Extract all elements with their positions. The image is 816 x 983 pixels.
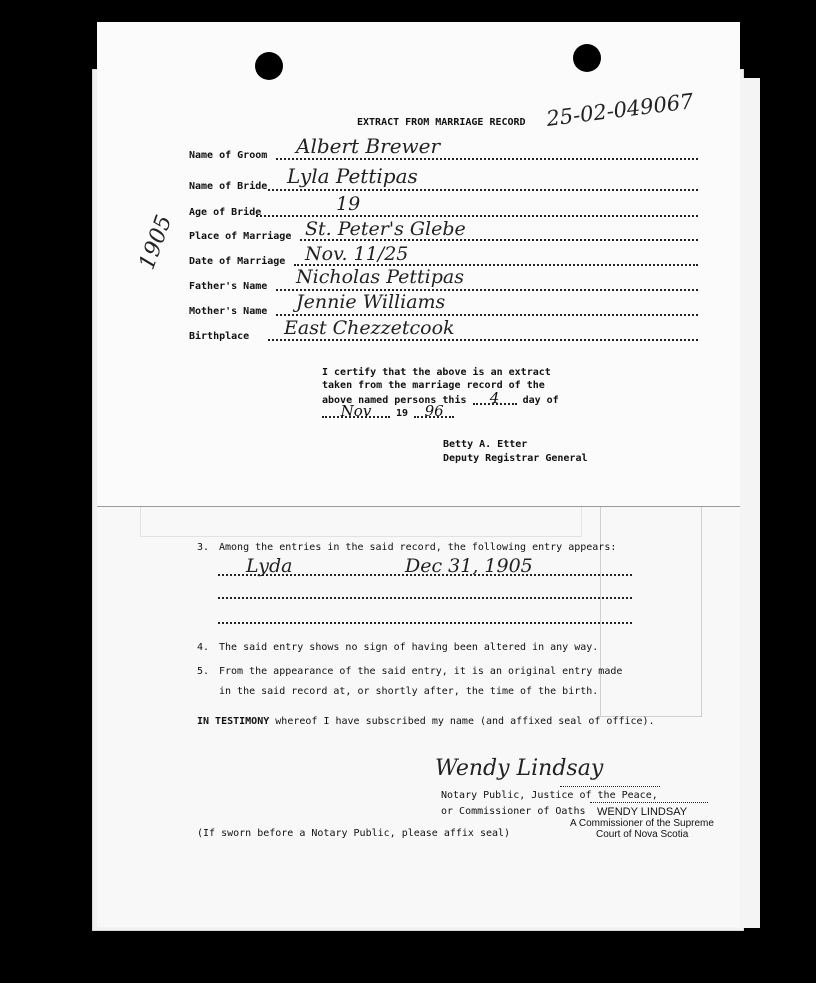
field-label-groom: Name of Groom bbox=[189, 150, 268, 161]
item-3-number: 3. bbox=[197, 542, 210, 553]
field-value-place: St. Peter's Glebe bbox=[305, 218, 466, 240]
file-number: 25-02-049067 bbox=[545, 89, 695, 131]
cert-month: Nov bbox=[322, 406, 390, 418]
field-line-groom bbox=[276, 158, 698, 160]
faint-form-box bbox=[140, 505, 582, 537]
punch-hole-left bbox=[255, 52, 283, 80]
testimony-heading: IN TESTIMONY bbox=[197, 716, 270, 727]
item-5-line-2: in the said record at, or shortly after, the time of the birth. bbox=[219, 686, 599, 697]
field-label-bride: Name of Bride bbox=[189, 181, 268, 192]
signature-line bbox=[560, 786, 660, 787]
faint-seal-outline bbox=[600, 505, 702, 717]
item-5-line-1: From the appearance of the said entry, it is an original entry made bbox=[219, 666, 623, 677]
entry-line-3 bbox=[218, 622, 632, 624]
field-value-bride: Lyla Pettipas bbox=[287, 164, 418, 188]
item-4-text: The said entry shows no sign of having been altered in any way. bbox=[219, 642, 599, 653]
signer-title: Deputy Registrar General bbox=[443, 453, 588, 464]
field-value-father: Nicholas Pettipas bbox=[296, 266, 464, 288]
field-line-birthplace bbox=[268, 339, 698, 341]
field-value-groom: Albert Brewer bbox=[296, 134, 441, 158]
stamp-line bbox=[590, 802, 708, 803]
entry-name: Lyda bbox=[246, 555, 293, 577]
item-4-number: 4. bbox=[197, 642, 210, 653]
field-label-place: Place of Marriage bbox=[189, 231, 292, 242]
extract-title: EXTRACT FROM MARRIAGE RECORD bbox=[357, 117, 526, 128]
field-line-mother bbox=[276, 314, 698, 316]
entry-date: Dec 31, 1905 bbox=[405, 555, 533, 577]
notary-signature: Wendy Lindsay bbox=[435, 756, 604, 781]
cert-line-3-end: day of bbox=[522, 395, 559, 406]
field-label-mother: Mother's Name bbox=[189, 306, 268, 317]
seal-note: (If sworn before a Notary Public, please affix seal) bbox=[197, 828, 511, 839]
stamp-line-2: Court of Nova Scotia bbox=[596, 829, 689, 840]
signer-name: Betty A. Etter bbox=[443, 439, 528, 450]
field-label-date: Date of Marriage bbox=[189, 256, 286, 267]
field-line-age bbox=[256, 215, 698, 217]
field-line-bride bbox=[268, 189, 698, 191]
stamp-name: WENDY LINDSAY bbox=[597, 806, 688, 818]
cert-day: 4 bbox=[473, 393, 517, 405]
field-label-age: Age of Bride bbox=[189, 207, 262, 218]
year-margin-note: 1905 bbox=[134, 211, 178, 274]
notary-title-line-1: Notary Public, Justice of the Peace, bbox=[441, 790, 658, 801]
stamp-line-1: A Commissioner of the Supreme bbox=[570, 818, 714, 829]
field-label-father: Father's Name bbox=[189, 281, 268, 292]
item-3-text: Among the entries in the said record, the following entry appears: bbox=[219, 542, 617, 553]
notary-title-line-2: or Commissioner of Oaths bbox=[441, 806, 586, 817]
field-value-age: 19 bbox=[336, 193, 361, 215]
testimony-text: whereof I have subscribed my name (and affixed seal of office). bbox=[275, 716, 655, 727]
entry-line-2 bbox=[218, 597, 632, 599]
item-5-number: 5. bbox=[197, 666, 210, 677]
field-value-mother: Jennie Williams bbox=[296, 291, 446, 313]
field-label-birthplace: Birthplace bbox=[189, 331, 250, 342]
punch-hole-right bbox=[573, 44, 601, 72]
cert-line-3-start: above named persons this bbox=[322, 395, 467, 406]
cert-line-1: I certify that the above is an extract bbox=[322, 367, 551, 378]
field-value-date: Nov. 11/25 bbox=[305, 243, 409, 265]
cert-line-2: taken from the marriage record of the bbox=[322, 380, 545, 391]
field-value-birthplace: East Chezzetcook bbox=[284, 317, 455, 339]
cert-year-prefix: 19 bbox=[396, 408, 409, 419]
cert-year: 96 bbox=[414, 406, 454, 418]
